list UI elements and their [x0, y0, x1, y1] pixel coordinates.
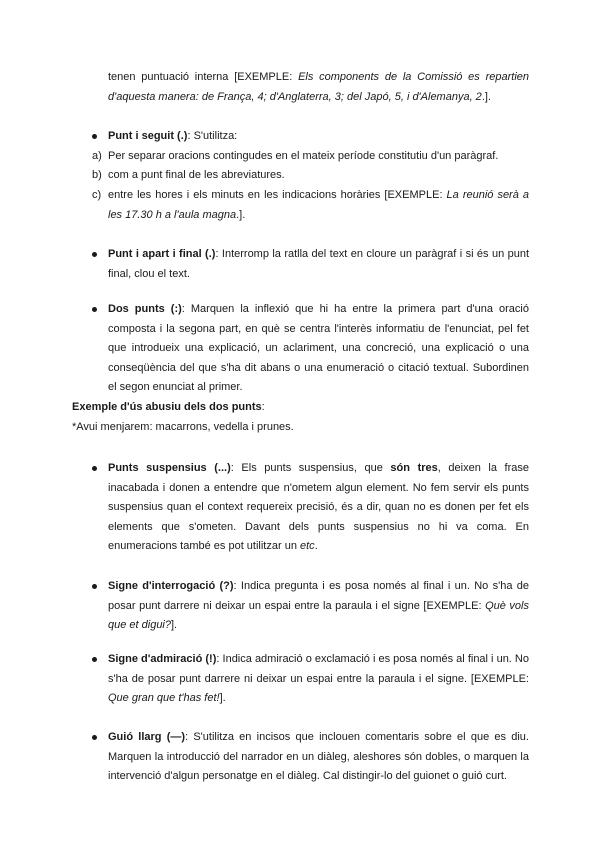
- punt-i-seguit-text: : S'utilitza:: [187, 130, 238, 142]
- punt-i-seguit-paragraph: [108, 127, 529, 147]
- intro-text: tenen puntuació interna [EXEMPLE:: [108, 71, 299, 83]
- guio-text: : S'utilitza en incisos que inclouen comentaris sobre el que es diu. Marquen la introducció del narrador en un diàleg, aleshores són dobles, o marquen la intervenció d'algun personatge en el diàleg. Cal distingir-lo del guionet o guió curt.: [108, 731, 529, 782]
- interrogacio-text: : Indica pregunta i es posa només al final i un. No s'ha de posar punt darrere ni deixar un espai entre la paraula i el signe [EXEMPLE:: [108, 580, 529, 612]
- punts-suspensius-text1: : Els punts suspensius, que: [230, 462, 391, 474]
- interrogacio-example: Què vols que et digui?: [108, 599, 529, 631]
- punts-suspensius-paragraph: [108, 459, 529, 557]
- punts-suspensius-end: .: [314, 540, 318, 552]
- punts-suspensius-bold: són tres: [390, 462, 438, 474]
- dos-punts-paragraph: [108, 300, 529, 398]
- abusiu-colon: :: [261, 401, 265, 413]
- intro-end: .].: [481, 90, 491, 103]
- admiracio-text: : Indica admiració o exclamació i es posa només al final i un. No s'ha de posar punt darrere ni deixar un espai entre la paraula i el signe. [EXEMPLE:: [108, 653, 529, 685]
- bullet-icon: [92, 657, 97, 662]
- punts-suspensius-italic: etc: [300, 540, 315, 552]
- bullet-icon: [92, 466, 97, 471]
- list-letter: a): [92, 150, 102, 162]
- punt-i-apart-title: Punt i apart i final (.): [108, 248, 216, 260]
- list-item: [108, 166, 529, 186]
- intro-example: Els components de la Comissió es repartien d'aquesta manera: de França, 4; d'Anglaterra, 3; del Japó, 5, i d'Alemanya, 2: [108, 71, 529, 103]
- list-item: [108, 147, 529, 167]
- punt-i-apart-paragraph: [108, 245, 529, 284]
- guio-title: Guió llarg (—): [108, 731, 186, 743]
- guio-paragraph: [108, 728, 529, 787]
- list-item-end: .].: [236, 208, 246, 221]
- abusiu-example-text: *Avui menjarem: macarrons, vedella i prunes.: [72, 421, 294, 433]
- abusiu-example: [72, 418, 532, 438]
- interrogacio-title: Signe d'interrogació (?): [108, 580, 234, 592]
- punts-suspensius-text2: , deixen la frase inacabada i donen a entendre que n'ometem algun element. No fem servir els punts suspensius quan el context requereix precisió, és a dir, quan no es donen per fet els elements que s'ometen. Davant dels punts suspensius no hi va coma. En enumeracions també es pot utilitzar un: [108, 462, 530, 552]
- abusiu-heading: [72, 398, 532, 418]
- abusiu-heading-text: Exemple d'ús abusiu dels dos punts: [72, 401, 262, 413]
- bullet-icon: [92, 307, 97, 312]
- punt-i-apart-text: : Interromp la ratlla del text en cloure un paràgraf i si és un punt final, clou el text.: [108, 248, 529, 280]
- list-letter: c): [92, 189, 102, 201]
- list-letter: b): [92, 169, 102, 181]
- punts-suspensius-title: Punts suspensius (...): [108, 462, 231, 474]
- list-item-text: entre les hores i els minuts en les indicacions horàries [EXEMPLE:: [108, 189, 447, 201]
- punt-i-seguit-title: Punt i seguit (.): [108, 130, 188, 142]
- interrogacio-end: ].: [171, 619, 178, 631]
- bullet-icon: [92, 735, 97, 740]
- bullet-icon: [92, 584, 97, 589]
- admiracio-title: Signe d'admiració (!): [108, 653, 217, 665]
- list-item: [108, 186, 529, 225]
- list-item-text: Per separar oracions contingudes en el mateix període constitutiu d'un paràgraf.: [108, 150, 499, 162]
- admiracio-paragraph: [108, 650, 529, 709]
- intro-paragraph: [108, 68, 529, 107]
- dos-punts-title: Dos punts (:): [108, 303, 182, 315]
- admiracio-example: Que gran que t'has fet!: [108, 692, 220, 704]
- admiracio-end: ].: [219, 692, 226, 704]
- bullet-icon: [92, 134, 97, 139]
- dos-punts-text: : Marquen la inflexió que hi ha entre la primera part d'una oració composta i la segona part, en què se centra l'interès informatiu de l'enunciat, pel fet que introdueix una explicació, un aclariment, una concreció, una explicació o una conseqüència del que s'ha dit abans o una enumeració o citació textual. Subordinen el segon enunciat al primer.: [108, 303, 529, 393]
- interrogacio-paragraph: [108, 577, 529, 636]
- bullet-icon: [92, 252, 97, 257]
- list-item-text: com a punt final de les abreviatures.: [108, 169, 285, 181]
- list-item-example: La reunió serà a les 17.30 h a l'aula magna: [108, 189, 529, 221]
